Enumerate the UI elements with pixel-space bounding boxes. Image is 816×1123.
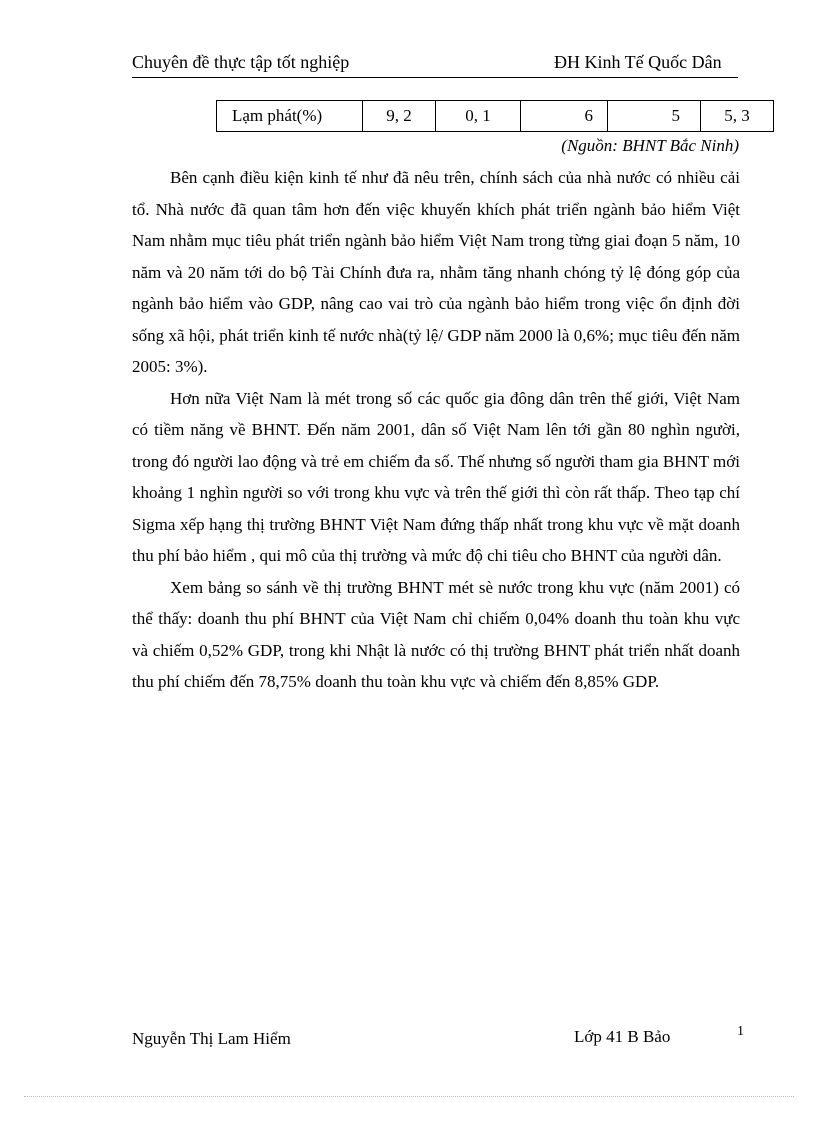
page-number: 1 — [737, 1024, 744, 1039]
header-title: Chuyên đề thực tập tốt nghiệp — [132, 52, 350, 72]
header-university: ĐH Kinh Tế Quốc Dân — [554, 52, 722, 72]
footer-class: Lớp 41 B Bảo — [574, 1027, 671, 1046]
body-text — [132, 162, 740, 698]
page-edge — [24, 1096, 794, 1097]
table-cell-label: Lạm phát(%) — [217, 101, 363, 132]
paragraph: Bên cạnh điều kiện kinh tế như đã nêu trên, chính sách của nhà nước có nhiều cải tổ. Nhà nước đã quan tâm hơn đến việc khuyến khích phát triển ngành bảo hiểm Việt Nam nhằm mục tiêu phát triển ngành bảo hiểm Việt Nam trong từng giai đoạn 5 năm, 10 năm và 20 năm tới do bộ Tài Chính đưa ra, nhằm tăng nhanh chóng tỷ lệ đóng góp của ngành bảo hiểm vào GDP, nâng cao vai trò của ngành bảo hiểm trong việc ổn định đời sống xã hội, phát triển kinh tế nước nhà(tỷ lệ/ GDP năm 2000 là 0,6%; mục tiêu đến năm 2005: 3%). — [132, 168, 740, 376]
table-cell: 5, 3 — [701, 101, 774, 132]
table-cell: 6 — [521, 101, 608, 132]
table-row — [217, 101, 774, 132]
table-cell: 5 — [608, 101, 701, 132]
table-source: (Nguồn: BHNT Bắc Ninh) — [561, 136, 739, 155]
paragraph: Xem bảng so sánh về thị trường BHNT mét sè nước trong khu vực (năm 2001) có thể thấy: doanh thu phí BHNT của Việt Nam chỉ chiếm 0,04% doanh thu toàn khu vực và chiếm 0,52% GDP, trong khi Nhật là nước có thị trường BHNT phát triển nhất doanh thu phí chiếm đến 78,75% doanh thu toàn khu vực và chiếm đến 8,85% GDP. — [132, 577, 740, 691]
inflation-table — [216, 100, 774, 132]
header-divider — [132, 77, 738, 78]
footer-author: Nguyễn Thị Lam Hiểm — [132, 1029, 291, 1048]
paragraph: Hơn nữa Việt Nam là mét trong số các quốc gia đông dân trên thế giới, Việt Nam có tiềm năng về BHNT. Đến năm 2001, dân số Việt Nam lên tới gần 80 nghìn người, trong đó người lao động và trẻ em chiếm đa số. Thế nhưng số người tham gia BHNT mới khoảng 1 nghìn người so với trong khu vực và trên thế giới thì còn rất thấp. Theo tạp chí Sigma xếp hạng thị trường BHNT Việt Nam đứng thấp nhất trong khu vực về mặt doanh thu phí bảo hiểm , qui mô của thị trường và mức độ chi tiêu cho BHNT của người dân. — [132, 388, 740, 565]
table-cell: 0, 1 — [436, 101, 521, 132]
table-cell: 9, 2 — [363, 101, 436, 132]
